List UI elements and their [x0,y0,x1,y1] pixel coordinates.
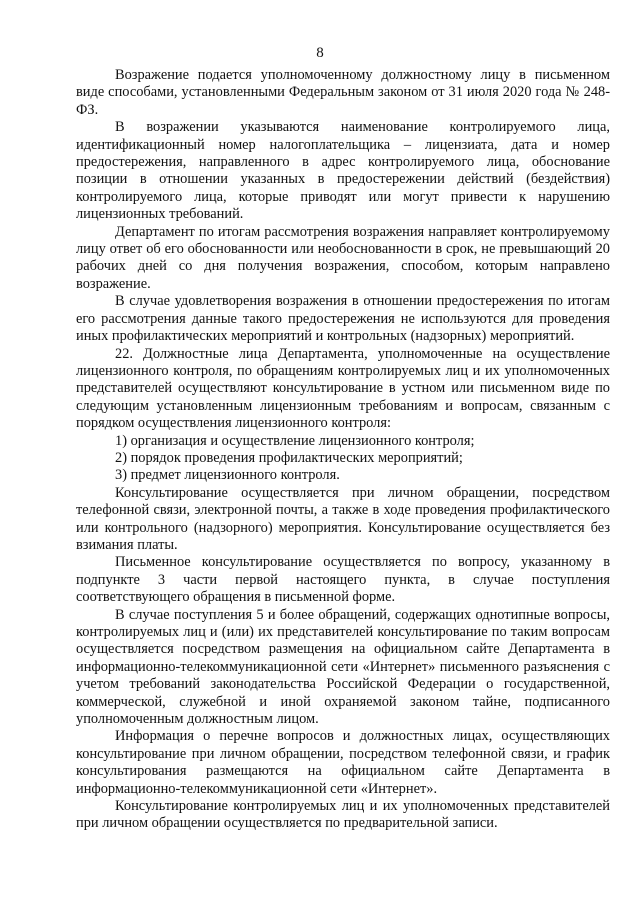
paragraph-consulting-methods: Консультирование осуществляется при личном обращении, посредством телефонной связи, электронной почты, а также в ходе проведения профилактического или контрольного (надзорного) мероприятия. Консультирование осуществляется без взимания платы. [76,484,610,553]
paragraph-objection-satisfaction: В случае удовлетворения возражения в отношении предостережения по итогам его рассмотрения данные такого предостережения не используются для проведения иных профилактических мероприятий и контрольных (надзорных) мероприятий. [76,293,610,345]
paragraph-consulting-info: Информация о перечне вопросов и должностных лицах, осуществляющих консультирование при личном обращении, посредством телефонной связи, и график консультирования размещаются на официальном сайте Департамента в информационно-телекоммуникационной сети «Интернет». [76,728,610,797]
paragraph-bulk-requests: В случае поступления 5 и более обращений, содержащих однотипные вопросы, контролируемых лиц и (или) их представителей консультирование по таким вопросам осуществляется посредством размещения на официальном сайте Департамента в информационно-телекоммуникационной сети «Интернет» письменного разъяснения с учетом требований законодательства Российской Федерации о государственной, коммерческой, служебной и иной охраняемой законом тайне, подписанного уполномоченным должностным лицом. [76,606,610,728]
document-body [76,67,610,833]
paragraph-written-consulting: Письменное консультирование осуществляется по вопросу, указанному в подпункте 3 части первой настоящего пункта, в случае поступления соответствующего обращения в письменной форме. [76,554,610,606]
paragraph-appointment: Консультирование контролируемых лиц и их уполномоченных представителей при личном обращении осуществляется по предварительной записи. [76,798,610,832]
paragraph-section-22: 22. Должностные лица Департамента, уполномоченные на осуществление лицензионного контроля, по обращениям контролируемых лиц и их уполномоченных представителей осуществляют консультирование в устном или письменном виде по следующим установленным лицензионным требованиям и вопросам, связанным с порядком осуществления лицензионного контроля: [76,345,610,432]
list-item: 1) организация и осуществление лицензионного контроля; [115,432,475,449]
paragraph-objection-submission: Возражение подается уполномоченному должностному лицу в письменном виде способами, установленными Федеральным законом от 31 июля 2020 года № 248-ФЗ. [76,67,610,118]
list-item: 2) порядок проведения профилактических мероприятий; [115,449,463,466]
page-number: 8 [316,45,324,61]
paragraph-objection-response: Департамент по итогам рассмотрения возражения направляет контролируемому лицу ответ об его обоснованности или необоснованности в срок, не превышающий 20 рабочих дней со дня получения возражения, способом, которым направлено возражение. [76,223,610,292]
list-item: 3) предмет лицензионного контроля. [115,467,340,484]
paragraph-objection-content: В возражении указываются наименование контролируемого лица, идентификационный номер налогоплательщика – лицензиата, дата и номер предостережения, направленного в адрес контролируемого лица, обоснование позиции в отношении указанных в предостережении действий (бездействия) контролируемого лица, которые приводят или могут привести к нарушению лицензионных требований. [76,119,610,223]
